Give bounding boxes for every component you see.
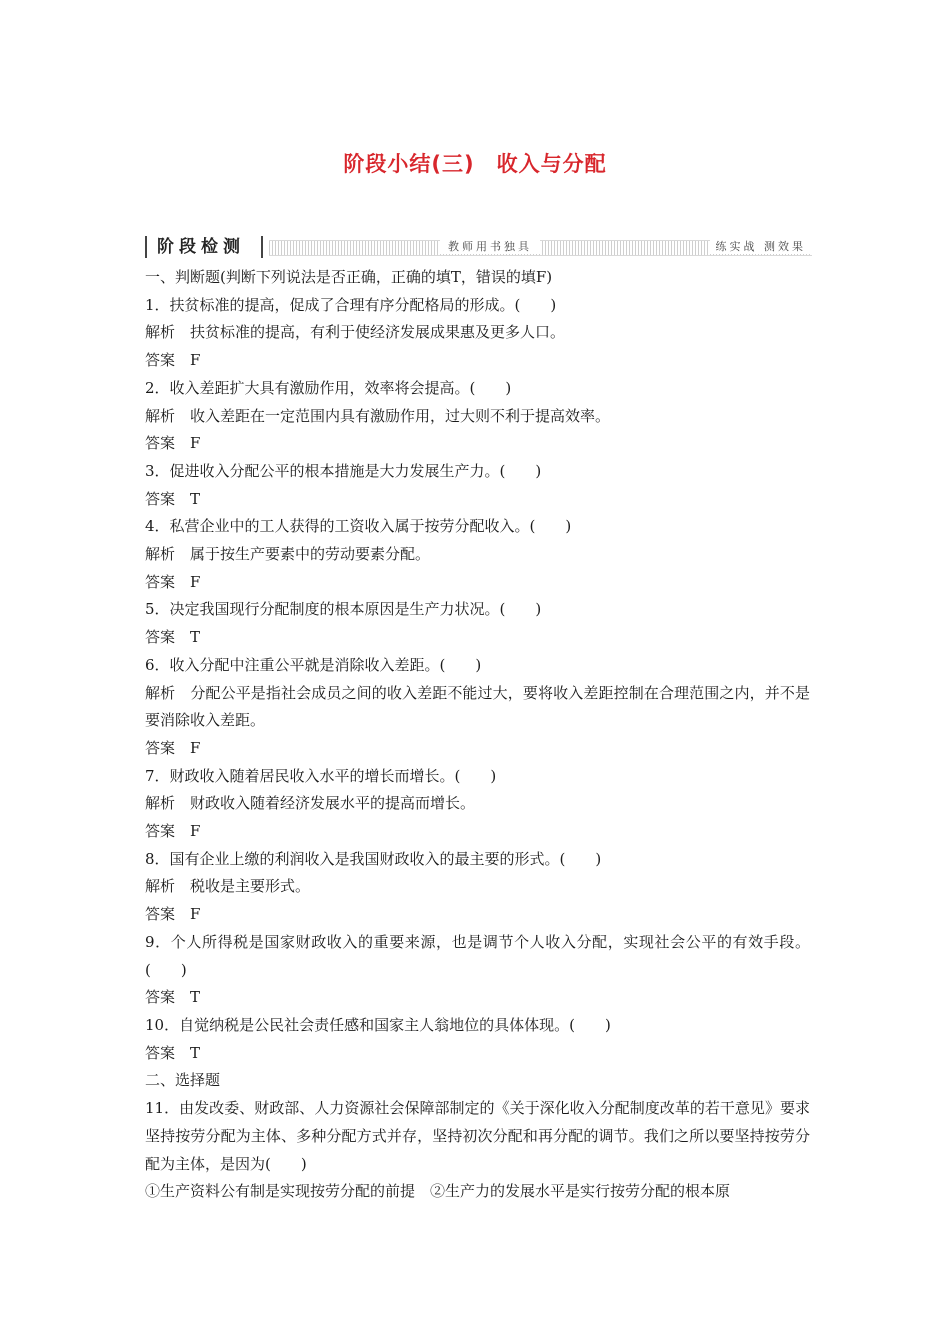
banner-label: 阶段检测	[145, 236, 263, 258]
analysis-7: 解析 财政收入随着经济发展水平的提高而增长。	[145, 794, 476, 813]
question-10: 10．自觉纳税是公民社会责任感和国家主人翁地位的具体体现。( )	[145, 1015, 611, 1034]
answer-3: 答案 T	[145, 489, 201, 508]
question-9: 9．个人所得税是国家财政收入的重要来源，也是调节个人收入分配，实现社会公平的有效手段。( )	[145, 932, 810, 979]
question-3: 3．促进收入分配公平的根本措施是大力发展生产力。( )	[145, 461, 542, 480]
question-8: 8．国有企业上缴的利润收入是我国财政收入的最主要的形式。( )	[145, 849, 602, 868]
analysis-6: 解析 分配公平是指社会成员之间的收入差距不能过大，要将收入差距控制在合理范围之内，并不是要消除收入差距。	[145, 683, 810, 730]
page-title: 阶段小结(三) 收入与分配	[343, 152, 607, 176]
section-heading: 一、判断题(判断下列说法是否正确，正确的填T，错误的填F)	[145, 268, 553, 286]
question-4: 4．私营企业中的工人获得的工资收入属于按劳分配收入。( )	[145, 517, 572, 536]
answer-1: 答案 F	[145, 351, 201, 370]
answer-8: 答案 F	[145, 905, 201, 924]
question-1: 1．扶贫标准的提高，促成了合理有序分配格局的形成。( )	[145, 295, 557, 314]
question-7: 7．财政收入随着居民收入水平的增长而增长。( )	[145, 766, 497, 785]
answer-7: 答案 F	[145, 822, 201, 841]
answer-4: 答案 F	[145, 572, 201, 591]
banner-teacher-note: 教师用书独具	[440, 240, 540, 254]
section-banner	[145, 236, 812, 258]
section-heading-2: 二、选择题	[145, 1071, 221, 1090]
answer-10: 答案 T	[145, 1043, 201, 1062]
analysis-2: 解析 收入差距在一定范围内具有激励作用，过大则不利于提高效率。	[145, 406, 611, 425]
question-6: 6．收入分配中注重公平就是消除收入差距。( )	[145, 655, 482, 674]
question-5: 5．决定我国现行分配制度的根本原因是生产力状况。( )	[145, 600, 542, 619]
analysis-1: 解析 扶贫标准的提高，有利于使经济发展成果惠及更多人口。	[145, 323, 566, 342]
answer-2: 答案 F	[145, 434, 201, 453]
document-body	[145, 264, 810, 1206]
analysis-4: 解析 属于按生产要素中的劳动要素分配。	[145, 545, 431, 564]
answer-9: 答案 T	[145, 988, 201, 1007]
answer-5: 答案 T	[145, 628, 201, 647]
question-11: 11．由发改委、财政部、人力资源社会保障部制定的《关于深化收入分配制度改革的若干意见》要求坚持按劳分配为主体、多种分配方式并存，坚持初次分配和再分配的调节。我们之所以要坚持按劳分配为主体，是因为( )	[145, 1099, 810, 1173]
banner-slogan: 练实战 测效果	[710, 240, 813, 254]
question-2: 2．收入差距扩大具有激励作用，效率将会提高。( )	[145, 378, 512, 397]
analysis-8: 解析 税收是主要形式。	[145, 877, 311, 896]
question-11-options: ①生产资料公有制是实现按劳分配的前提 ②生产力的发展水平是实行按劳分配的根本原	[145, 1182, 731, 1201]
answer-6: 答案 F	[145, 738, 201, 757]
